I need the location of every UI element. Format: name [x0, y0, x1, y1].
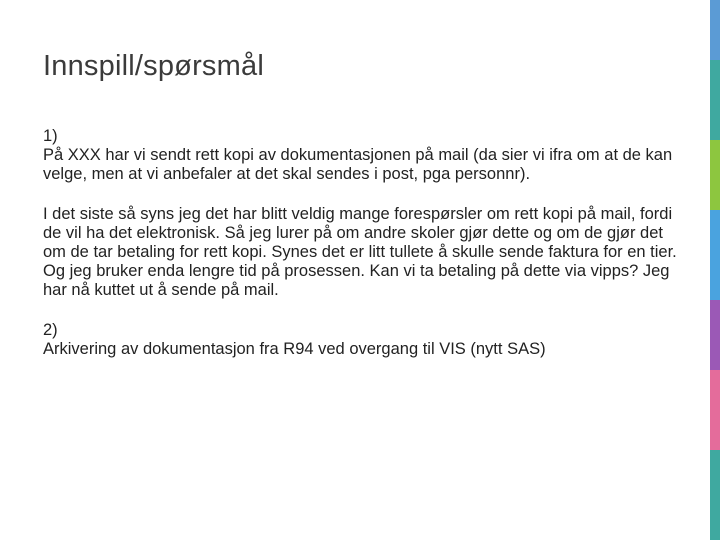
- paragraph-1-number: 1): [43, 127, 58, 145]
- paragraph-1-text: På XXX har vi sendt rett kopi av dokumentasjonen på mail (da sier vi ifra om at de kan velge, men at vi anbefaler at det skal sendes i post, pga personnr).: [43, 146, 673, 184]
- paragraph-2: [43, 205, 683, 301]
- paragraph-3-text: Arkivering av dokumentasjon fra R94 ved overgang til VIS (nytt SAS): [43, 339, 546, 358]
- stripe-segment-2: [710, 60, 720, 140]
- stripe-segment-4: [710, 210, 720, 300]
- stripe-segment-6: [710, 370, 720, 450]
- stripe-segment-5: [710, 300, 720, 370]
- slide-title: Innspill/spørsmål: [43, 50, 264, 82]
- slide-body: [43, 127, 683, 359]
- stripe-segment-7: [710, 450, 720, 540]
- stripe-segment-3: [710, 140, 720, 210]
- paragraph-1: [43, 127, 683, 185]
- paragraph-3-number: 2): [43, 320, 58, 339]
- stripe-segment-1: [710, 0, 720, 60]
- paragraph-3: [43, 321, 683, 359]
- decorative-side-stripe: [710, 0, 720, 540]
- paragraph-2-text: I det siste så syns jeg det har blitt veldig mange forespørsler om rett kopi på mail, fordi de vil ha det elektronisk. Så jeg lurer på om andre skoler gjør dette og om de gjør det om de tar betaling for rett kopi. Synes det er litt tullete å skulle sende faktura for en tier. Og jeg bruker enda lengre tid på prosessen. Kan vi ta betaling på dette via vipps? Jeg har nå kuttet ut å sende på mail.: [43, 204, 677, 300]
